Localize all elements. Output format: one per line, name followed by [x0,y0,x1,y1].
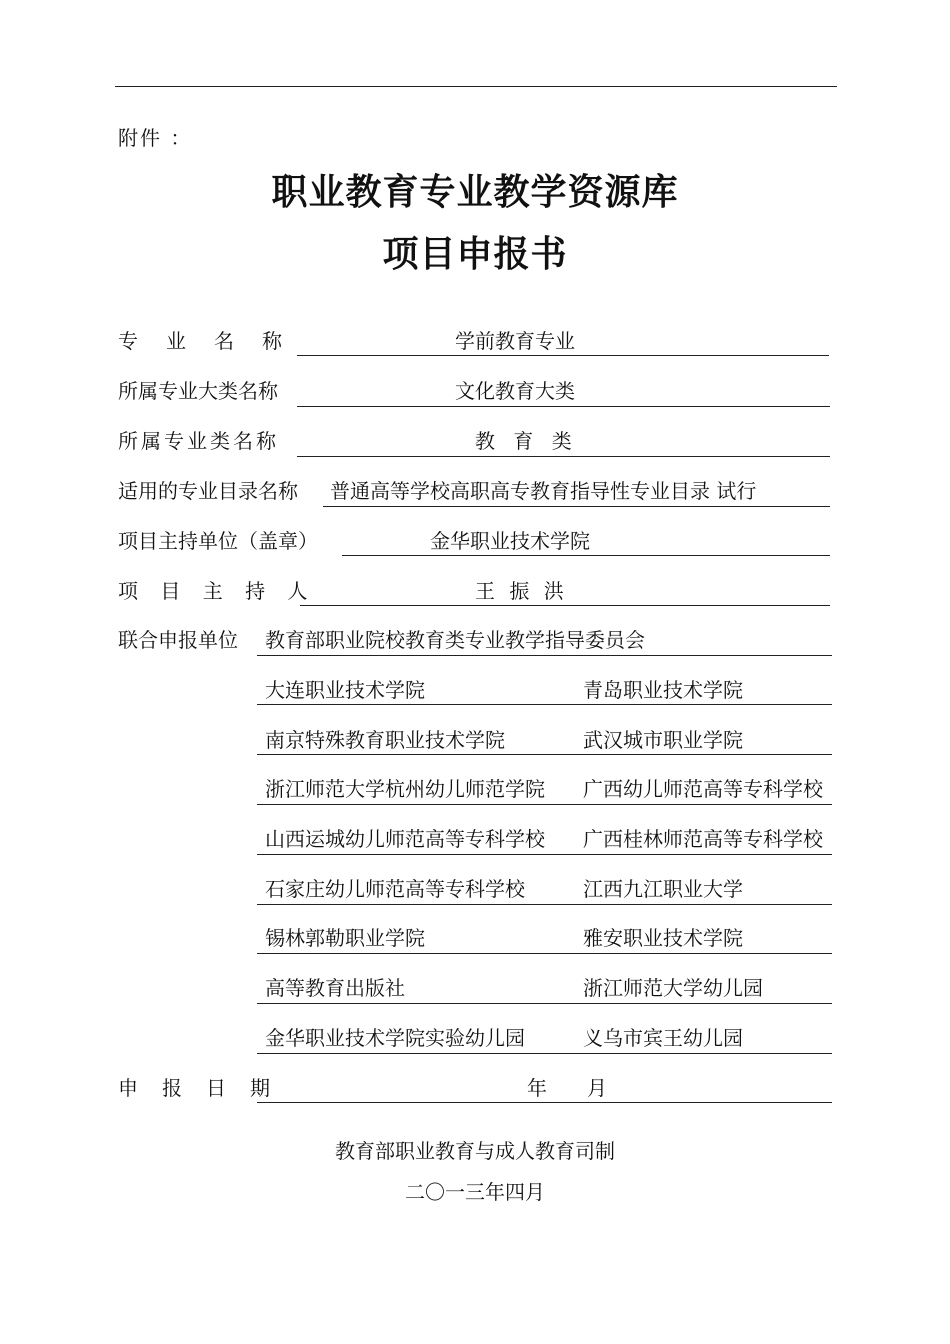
joint-unit-left: 石家庄幼儿师范高等专科学校 [265,877,525,901]
joint-unit-left: 大连职业技术学院 [265,678,425,702]
major-category-label: 所属专业大类名称 [118,379,278,403]
issuer-text: 教育部职业教育与成人教育司制 [335,1139,615,1163]
joint-unit-left: 金华职业技术学院实验幼儿园 [265,1026,525,1050]
joint-unit-right: 武汉城市职业学院 [583,728,743,752]
host-unit-value: 金华职业技术学院 [430,529,590,553]
catalog-underline [323,506,830,507]
joint-unit-underline [257,655,832,656]
document-title: 职业教育专业教学资源库 [271,172,679,213]
joint-units-label: 联合申报单位 [118,628,238,652]
catalog-label: 适用的专业目录名称 [118,479,298,503]
major-class-label: 所属专业类名称 [118,429,279,453]
joint-unit-left: 浙江师范大学杭州幼儿师范学院 [265,777,545,801]
date-label: 申 报 日 期 [118,1076,272,1100]
joint-unit-underline [257,854,832,855]
major-class-value: 教 育 类 [475,429,578,453]
major-category-value: 文化教育大类 [455,379,575,403]
joint-unit-right: 青岛职业技术学院 [583,678,743,702]
joint-unit-underline [257,754,832,755]
joint-unit-underline [257,953,832,954]
host-person-value: 王 振 洪 [475,579,568,603]
date-value: 年 月 [527,1076,607,1100]
joint-unit-left: 锡林郭勒职业学院 [265,926,425,950]
major-name-underline [297,355,829,356]
joint-unit-underline [257,904,832,905]
joint-unit-underline [257,1053,832,1054]
document-subtitle: 项目申报书 [382,234,568,275]
host-person-underline [300,605,830,606]
joint-unit-underline [257,1003,832,1004]
host-person-label: 项 目 主 持 人 [118,579,316,603]
joint-unit-right: 广西幼儿师范高等专科学校 [583,777,823,801]
attachment-label: 附件 ： [118,126,193,150]
joint-unit-right: 雅安职业技术学院 [583,926,743,950]
joint-unit-left: 山西运城幼儿师范高等专科学校 [265,827,545,851]
joint-unit-left: 高等教育出版社 [265,976,405,1000]
issue-date-text: 二〇一三年四月 [405,1180,545,1204]
major-name-value: 学前教育专业 [455,329,575,353]
major-category-underline [297,406,830,407]
joint-unit-underline [257,804,832,805]
host-unit-label: 项目主持单位（盖章） [118,529,318,553]
joint-unit-right: 江西九江职业大学 [583,877,743,901]
joint-unit-right: 义乌市宾王幼儿园 [583,1026,743,1050]
host-unit-underline [342,555,830,556]
catalog-value: 普通高等学校高职高专教育指导性专业目录 试行 [330,479,757,503]
date-underline [257,1102,832,1103]
joint-unit-left: 南京特殊教育职业技术学院 [265,728,505,752]
major-class-underline [297,456,830,457]
major-name-label: 专 业 名 称 [118,329,286,353]
joint-unit-first: 教育部职业院校教育类专业教学指导委员会 [265,628,645,652]
header-rule [115,86,837,87]
joint-unit-right: 广西桂林师范高等专科学校 [583,827,823,851]
joint-unit-right: 浙江师范大学幼儿园 [583,976,763,1000]
joint-unit-underline [257,704,832,705]
